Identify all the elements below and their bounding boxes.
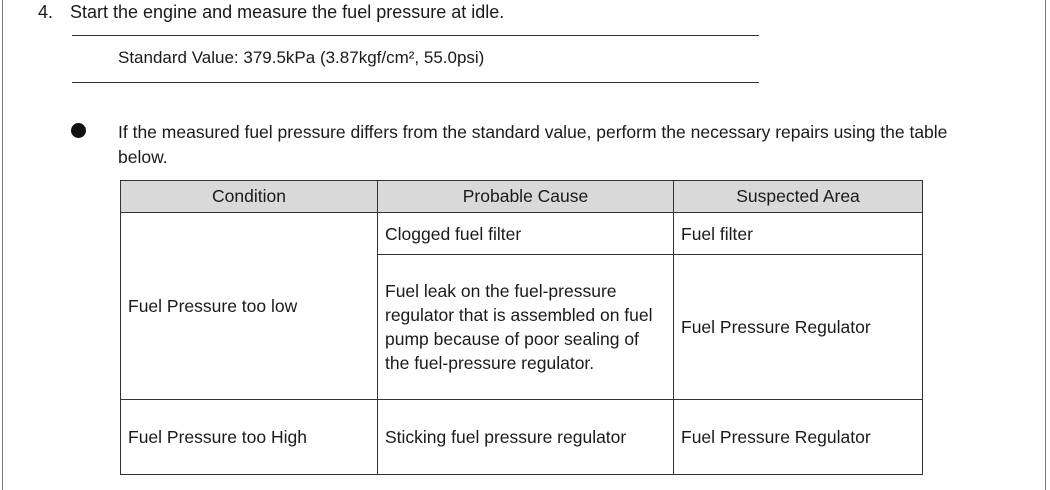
cause-cell: Clogged fuel filter — [378, 213, 674, 255]
header-probable-cause: Probable Cause — [378, 181, 674, 213]
step-text: Start the engine and measure the fuel pressure at idle. — [70, 2, 505, 22]
header-condition: Condition — [121, 181, 378, 213]
standard-value: Standard Value: 379.5kPa (3.87kgf/cm², 55.0psi) — [118, 48, 485, 67]
area-cell: Fuel Pressure Regulator — [674, 255, 923, 400]
area-cell: Fuel filter — [674, 213, 923, 255]
standard-value-bottom-rule — [72, 82, 759, 83]
table-row — [121, 400, 923, 475]
table-row — [121, 213, 923, 255]
table-header-row — [121, 181, 923, 213]
repair-note: If the measured fuel pressure differs from the standard value, perform the necessary repairs using the table below. — [118, 122, 948, 167]
condition-cell: Fuel Pressure too High — [121, 400, 378, 475]
standard-value-top-rule — [72, 35, 759, 36]
repair-table — [120, 180, 923, 475]
bullet-icon — [71, 123, 86, 138]
header-suspected-area: Suspected Area — [674, 181, 923, 213]
condition-cell: Fuel Pressure too low — [121, 213, 378, 400]
cause-cell: Fuel leak on the fuel-pressure regulator that is assembled on fuel pump because of poor sealing of the fuel-pressure regulator. — [378, 255, 674, 400]
cause-cell: Sticking fuel pressure regulator — [378, 400, 674, 475]
area-cell: Fuel Pressure Regulator — [674, 400, 923, 475]
step-4 — [38, 2, 504, 23]
step-number: 4. — [38, 2, 54, 22]
